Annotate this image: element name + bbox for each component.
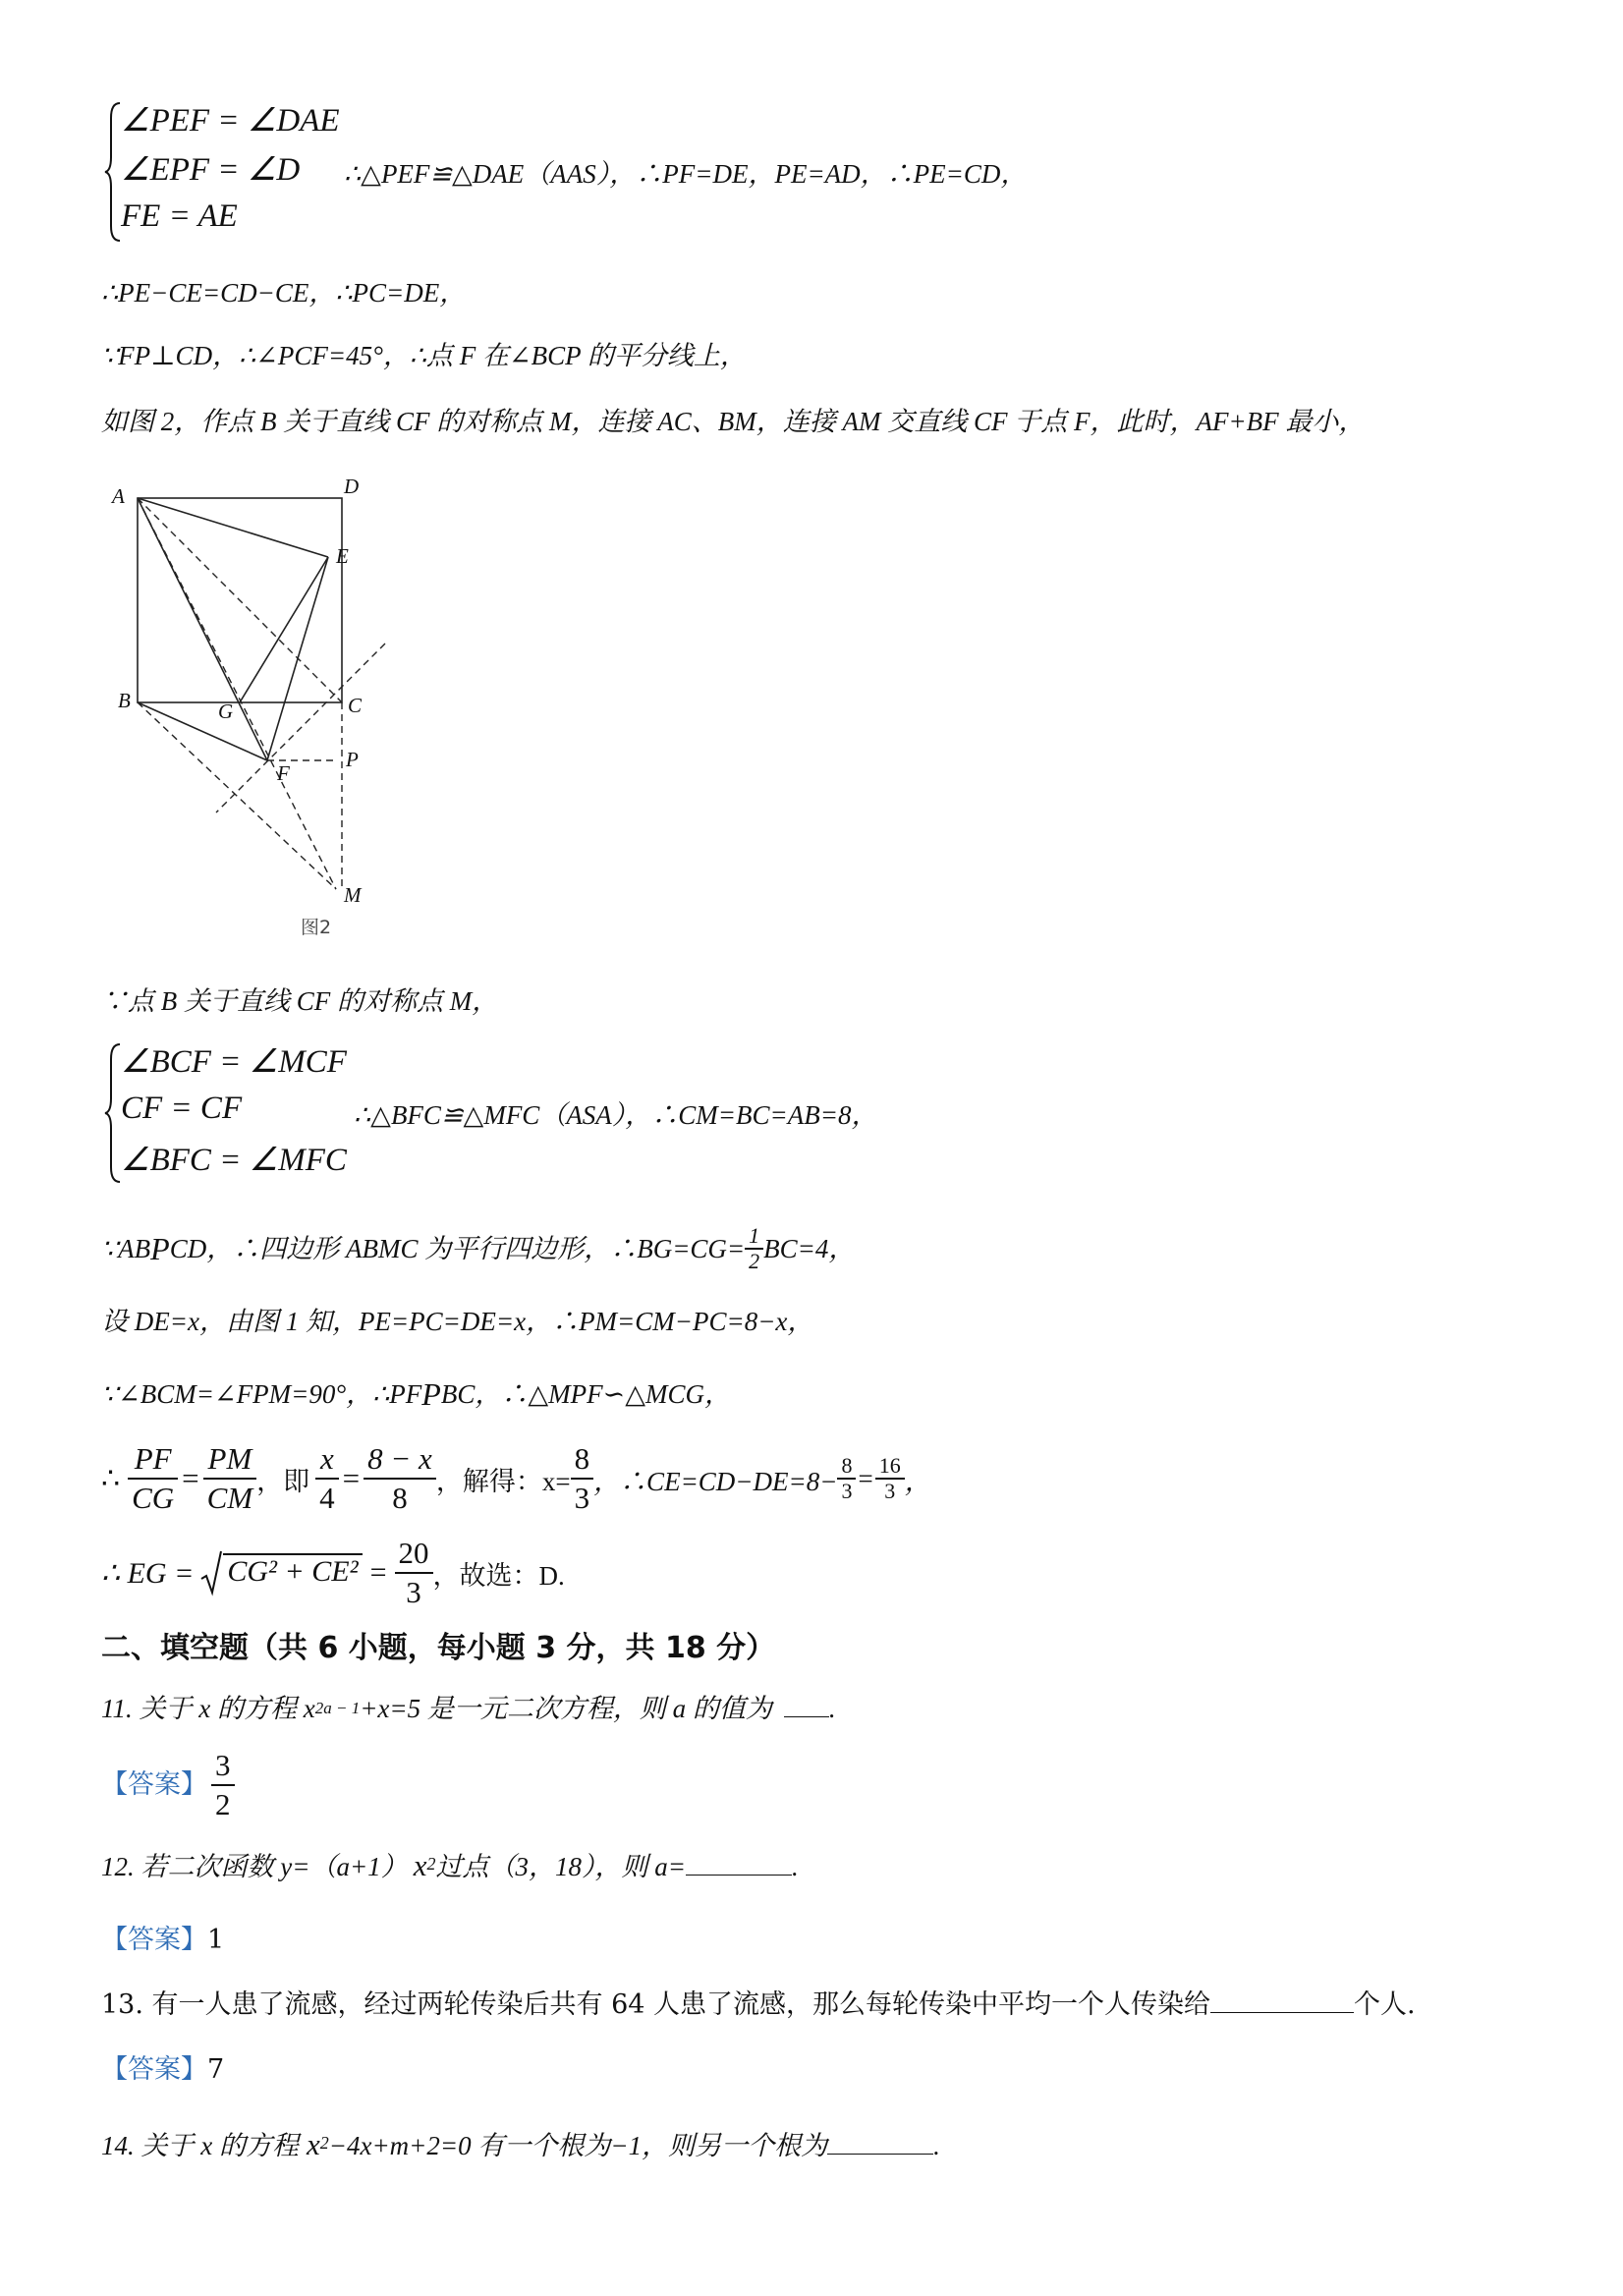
text-line: ∵FP⊥CD，∴∠PCF=45°，∴点 F 在∠BCP 的平分线上， [101,341,747,370]
question-text: 个人. [1354,1989,1416,2020]
question-12 [101,1849,799,1886]
equation-row: ∠EPF = ∠D [121,152,301,188]
text-fragment: ，解得：x= [435,1466,571,1496]
point-label-E: E [336,544,349,568]
question-text: −4x+m+2=0 有一个根为−1，则另一个根为 [328,2131,828,2160]
equation-row: ∠BFC = ∠MFC [121,1143,347,1178]
equation-row: ∠PEF = ∠DAE [121,103,340,139]
answer-value: 1 [207,1925,225,1955]
text-fragment: ∵∠BCM=∠FPM=90°，∴PF [101,1379,422,1409]
text-line-similar [101,1377,731,1411]
answer-tag: 【答案】 [101,1925,207,1955]
variable: x [413,1848,427,1882]
point-label-A: A [112,484,125,508]
answer-13 [101,2053,224,2087]
answer-blank [1210,2012,1354,2013]
exponent: 2a − 1 [314,1699,361,1717]
equation-row: ∠BCF = ∠MCF [121,1044,347,1080]
text-fragment: CD，∴四边形 ABMC 为平行四边形，∴BG=CG= [169,1234,746,1263]
question-text: 11. 关于 x 的方程 x [101,1694,315,1723]
text-fragment: ∴ EG = [101,1556,195,1590]
question-text: . [933,2131,940,2160]
point-label-B: B [118,689,131,712]
fraction [315,1440,339,1517]
point-label-C: C [348,694,363,717]
brace-icon [103,98,123,246]
point-label-G: G [218,700,234,723]
section-heading: 二、填空题（共 6 小题，每小题 3 分，共 18 分） [101,1631,776,1665]
numerator: PM [203,1440,257,1480]
question-text: 14. 关于 x 的方程 [101,2131,299,2160]
question-11 [101,1692,836,1729]
answer-blank [827,2154,933,2155]
point-label-M: M [344,883,362,907]
numerator: 3 [211,1747,235,1786]
numerator: 8 [837,1454,856,1480]
fraction [837,1454,856,1503]
denominator: 4 [319,1481,335,1515]
text-fragment: ，故选：D. [432,1560,565,1591]
geometry-figure-2 [108,472,403,943]
fraction [364,1440,436,1517]
answer-blank [784,1716,829,1717]
text-line: ∵点 B 关于直线 CF 的对称点 M， [101,986,499,1016]
equals-sign: = [342,1461,361,1495]
denominator: 2 [215,1787,231,1821]
question-text: . [828,1694,836,1723]
fraction [745,1224,763,1273]
equals-sign: = [182,1461,199,1495]
denominator: CM [206,1481,253,1515]
question-text: 13. 有一人患了流感，经过两轮传染后共有 64 人患了流感，那么每轮传染中平均一个人传染给 [101,1989,1211,2020]
text-line: 设 DE=x，由图 1 知，PE=PC=DE=x，∴PM=CM−PC=8−x， [101,1307,814,1336]
equals-sign: = [369,1556,387,1589]
fraction [571,1440,594,1517]
parallel-symbol: P [150,1231,170,1266]
denominator: CG [132,1481,175,1515]
radicand: CG² + CE² [223,1553,362,1589]
question-text: 过点（3，18），则 a= [435,1852,686,1881]
text-line-parallelogram [101,1224,855,1273]
numerator: 20 [395,1535,433,1574]
text-fragment: ∵AB [101,1234,151,1263]
denominator: 2 [749,1249,760,1273]
denominator: 3 [841,1479,853,1503]
numerator: x [315,1440,339,1480]
text-line: ∴PE−CE=CD−CE，∴PC=DE， [101,278,467,308]
variable: x [306,2127,320,2161]
answer-tag: 【答案】 [101,1769,207,1800]
numerator: 16 [875,1454,905,1480]
radical-icon [199,1549,223,1596]
exponent: 2 [319,2133,329,2153]
answer-value: 7 [207,2054,225,2085]
fraction [203,1440,257,1517]
question-text: 12. 若二次函数 y=（a+1） [101,1852,408,1881]
fraction [875,1454,905,1503]
exponent: 2 [426,1854,436,1874]
figure-caption: 图2 [301,917,332,938]
equals-sign: = [858,1463,873,1493]
answer-blank [686,1875,792,1876]
question-14 [101,2128,940,2165]
denominator: 3 [574,1481,590,1515]
question-13 [101,1988,1416,2022]
text-line-ratio [101,1440,931,1517]
question-text: +x=5 是一元二次方程，则 a 的值为 [360,1694,772,1723]
text-fragment: ，即 [256,1466,310,1496]
text-fragment: BC，∴△MPF∽△MCG， [440,1379,731,1409]
numerator: 8 [571,1440,594,1480]
text-fragment: BC=4， [763,1234,856,1263]
fraction [211,1747,235,1823]
congruence-conclusion-2: ∴△BFC≌△MFC（ASA），∴CM=BC=AB=8， [354,1100,878,1130]
point-label-D: D [344,475,360,498]
answer-12 [101,1924,224,1957]
denominator: 8 [392,1481,408,1515]
question-text: . [791,1852,799,1881]
numerator: 1 [745,1224,763,1250]
text-fragment: ， [904,1466,931,1496]
fraction [128,1440,178,1517]
text-line: 如图 2，作点 B 关于直线 CF 的对称点 M，连接 AC、BM，连接 AM 交直线 CF 于点 F，此时，AF+BF 最小， [101,407,1366,436]
answer-tag: 【答案】 [101,2054,207,2085]
point-label-F: F [277,761,290,785]
equation-row: CF = CF [121,1091,243,1126]
denominator: 3 [884,1479,896,1503]
therefore-symbol: ∴ [101,1462,121,1495]
numerator: 8 − x [364,1440,436,1480]
denominator: 3 [406,1575,421,1609]
congruence-conclusion-1: ∴△PEF≌△DAE（AAS），∴PF=DE，PE=AD，∴PE=CD， [344,159,1028,189]
brace-icon [103,1039,123,1187]
text-line-eg [101,1535,565,1611]
equation-row: FE = AE [121,198,238,234]
point-label-P: P [346,748,359,771]
numerator: PF [128,1440,178,1480]
text-fragment: ，∴CE=CD−DE=8− [593,1466,838,1496]
fraction [395,1535,433,1611]
parallel-symbol: P [421,1376,441,1412]
answer-11 [101,1747,235,1823]
